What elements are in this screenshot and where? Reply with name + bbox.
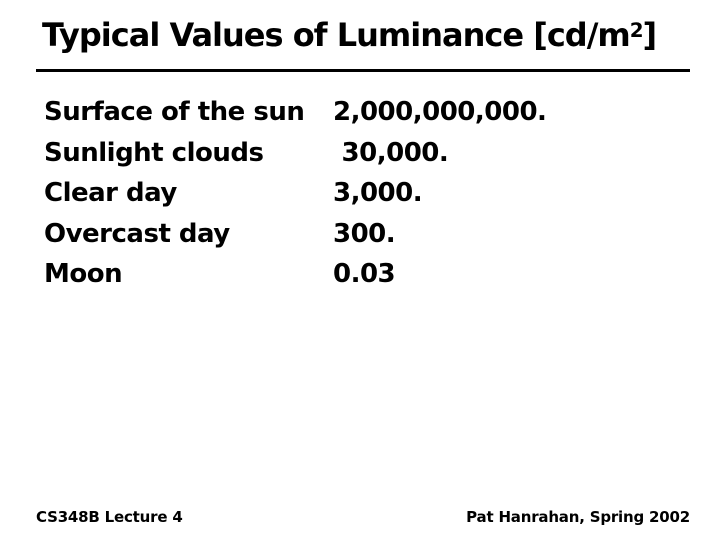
slide-title (42, 14, 656, 61)
footer-author-label: Pat Hanrahan, Spring 2002 (466, 508, 690, 526)
footer-course-label: CS348B Lecture 4 (36, 508, 183, 526)
slide-title-closing-bracket: ] (642, 16, 657, 54)
row-label: Sunlight clouds (44, 137, 264, 168)
row-label: Surface of the sun (44, 97, 305, 128)
slide-footer (36, 508, 690, 526)
table-row (44, 254, 546, 295)
table-row (44, 214, 546, 255)
row-value: 300. (333, 218, 396, 249)
slide-title-superscript: 2 (629, 19, 643, 43)
table-row (44, 173, 546, 214)
luminance-table (44, 92, 546, 295)
title-underline-rule (36, 69, 690, 72)
row-value: 2,000,000,000. (333, 97, 547, 128)
row-label: Clear day (44, 178, 177, 209)
row-value: 0.03 (333, 259, 396, 290)
row-value: 30,000. (333, 137, 449, 168)
row-label: Moon (44, 259, 123, 290)
row-value: 3,000. (333, 178, 423, 209)
table-row (44, 133, 546, 174)
row-label: Overcast day (44, 218, 230, 249)
table-row (44, 92, 546, 133)
slide-title-text: Typical Values of Luminance [cd/m (42, 16, 630, 54)
